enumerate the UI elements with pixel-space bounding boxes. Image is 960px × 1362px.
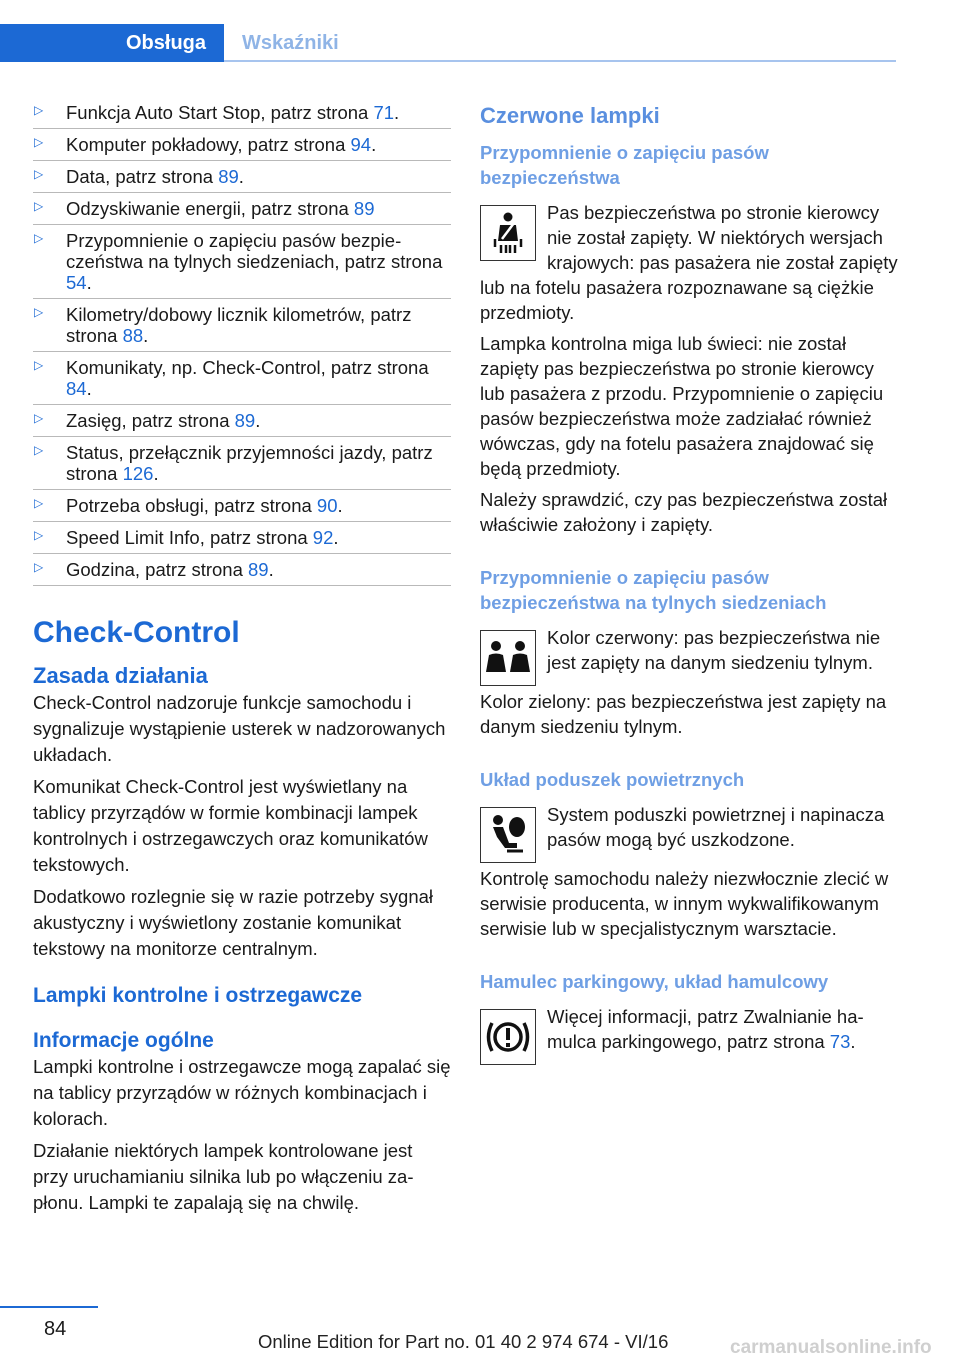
triangle-bullet-icon: ▷ — [34, 358, 44, 372]
heading-lamps: Lampki kontrolne i ostrzegawcze — [33, 984, 363, 1007]
page-link[interactable]: 94 — [350, 134, 372, 155]
paragraph: Działanie niektórych lampek kontrolowane jest przy uruchamianiu silnika lub po włączeniu zapłonu. Lampki te zapalają się na chwilę. — [33, 1140, 414, 1213]
airbag-icon — [480, 807, 536, 863]
heading-seatbelt-reminder: Przypomnienie o zapięciu pasów bezpieczeństwa — [480, 142, 769, 188]
triangle-bullet-icon: ▷ — [34, 496, 44, 510]
page-header — [0, 0, 960, 62]
page-link[interactable]: 73 — [829, 1031, 851, 1052]
rear-seatbelt-block — [480, 625, 898, 683]
reference-list — [33, 102, 451, 586]
heading-airbag: Układ poduszek powietrznych — [480, 769, 745, 790]
paragraph: Lampka kontrolna miga lub świeci: nie został zapięty pas bezpieczeństwa po stronie kierowcy lub pasażera z przodu. Przypomnienie o zapięciu pasów bezpieczeństwa może zadziałać również wówczas, gdy na fotelu pasażera znajdować się będą przedmioty. — [480, 333, 884, 479]
left-column — [33, 102, 451, 1216]
heading-parking-brake: Hamulec parkingowy, układ hamulcowy — [480, 971, 829, 992]
triangle-bullet-icon: ▷ — [34, 167, 44, 181]
seatbelt-icon — [480, 205, 536, 261]
triangle-bullet-icon: ▷ — [34, 103, 44, 117]
paragraph: System poduszki powietrznej i napinacza pasów mogą być uszkodzone. — [547, 804, 885, 850]
page-link[interactable]: 54 — [66, 272, 87, 293]
list-item: ▷ Komputer pokładowy, patrz strona 94. — [33, 129, 451, 161]
page-link[interactable]: 71 — [373, 102, 395, 123]
paragraph: Pas bezpieczeństwa po stronie kierowcy nie został zapięty. W niektórych wersjach krajowych: pas pasażera nie został zapięty lub na fotelu pasażera rozpoznawane są ciężkie przedmioty. — [480, 202, 898, 323]
list-item: ▷ Status, przełącznik przyjemności jazdy, patrz strona 126. — [33, 437, 451, 490]
tab-obsluga[interactable]: Obsługa — [0, 24, 224, 62]
paragraph-brake: Więcej informacji, patrz Zwalnianie hamulca parkingowego, patrz strona 73. — [547, 1006, 864, 1052]
header-divider — [224, 60, 896, 62]
triangle-bullet-icon: ▷ — [34, 528, 44, 542]
page-link[interactable]: 92 — [312, 527, 334, 548]
triangle-bullet-icon: ▷ — [34, 199, 44, 213]
page-link[interactable]: 126 — [122, 463, 154, 484]
tab-wskazniki[interactable]: Wskaźniki — [242, 31, 339, 54]
right-column — [480, 100, 898, 1065]
paragraph: Należy sprawdzić, czy pas bezpieczeństwa został właściwie założony i zapięty. — [480, 489, 888, 535]
list-item: ▷ Komunikaty, np. Check-Control, patrz strona 84. — [33, 352, 451, 405]
page-link[interactable]: 90 — [316, 495, 338, 516]
page-link[interactable]: 88 — [122, 325, 144, 346]
paragraph: Kolor zielony: pas bezpieczeństwa jest zapięty na danym siedzeniu tylnym. — [480, 691, 887, 737]
paragraph: Komunikat Check-Control jest wyświetlany na tablicy przyrządów w formie kombinacji lampek kontrolnych i ostrzegawczych oraz komunikatów tekstowych. — [33, 776, 428, 875]
triangle-bullet-icon: ▷ — [34, 411, 44, 425]
list-item: ▷ Odzyskiwanie energii, patrz strona 89 — [33, 193, 451, 225]
page-link[interactable]: 89 — [234, 410, 256, 431]
list-item: ▷ Godzina, patrz strona 89. — [33, 554, 451, 586]
page-link[interactable]: 89 — [353, 198, 375, 219]
paragraph: Check-Control nadzoruje funkcje samochodu i sygnalizuje wystąpienie usterek w nadzorowanych układach. — [33, 692, 446, 765]
triangle-bullet-icon: ▷ — [34, 231, 44, 245]
paragraph: Dodatkowo rozlegnie się w razie potrzeby sygnał akustyczny i wyświetlony zostanie komunikat tekstowy na monitorze centralnym. — [33, 886, 434, 959]
triangle-bullet-icon: ▷ — [34, 443, 44, 457]
triangle-bullet-icon: ▷ — [34, 135, 44, 149]
page-link[interactable]: 89 — [218, 166, 239, 187]
airbag-block — [480, 802, 898, 860]
triangle-bullet-icon: ▷ — [34, 560, 44, 574]
page-number: 84 — [44, 1318, 67, 1340]
heading-red-lamps: Czerwone lampki — [480, 103, 660, 128]
list-item: ▷ Data, patrz strona 89. — [33, 161, 451, 193]
rear-seats-icon — [480, 630, 536, 686]
list-item: ▷ Przypomnienie o zapięciu pasów bezpieczeństwa na tylnych siedzeniach, patrz strona 54. — [33, 225, 451, 299]
watermark: carmanualsonline.info — [730, 1337, 932, 1358]
paragraph: Kolor czerwony: pas bezpieczeństwa nie jest zapięty na danym siedzeniu tylnym. — [547, 627, 881, 673]
list-item: ▷ Zasięg, patrz strona 89. — [33, 405, 451, 437]
heading-general-info: Informacje ogólne — [33, 1029, 214, 1052]
list-item: ▷ Potrzeba obsługi, patrz strona 90. — [33, 490, 451, 522]
heading-rear-seatbelt: Przypomnienie o zapięciu pasów bezpieczeństwa na tylnych siedzeniach — [480, 567, 827, 613]
heading-principle: Zasada działania — [33, 663, 208, 688]
seatbelt-block — [480, 200, 898, 325]
section-title-check-control: Check-Control — [33, 616, 240, 649]
page-link[interactable]: 84 — [66, 378, 87, 399]
page-number-divider — [0, 1306, 98, 1308]
page-link[interactable]: 89 — [248, 559, 269, 580]
brake-warning-icon — [480, 1009, 536, 1065]
list-item: ▷ Speed Limit Info, patrz strona 92. — [33, 522, 451, 554]
list-item: ▷ Kilometry/dobowy licznik kilometrów, patrz strona 88. — [33, 299, 451, 352]
paragraph: Lampki kontrolne i ostrzegawcze mogą zapalać się na tablicy przyrządów w różnych kombinacjach i kolorach. — [33, 1056, 451, 1129]
triangle-bullet-icon: ▷ — [34, 305, 44, 319]
brake-block — [480, 1004, 898, 1062]
list-item: ▷ Funkcja Auto Start Stop, patrz strona 71. — [33, 102, 451, 129]
paragraph: Kontrolę samochodu należy niezwłocznie zlecić w serwisie producenta, w innym wykwalifikowanym serwisie lub w specjalistycznym warsztacie. — [480, 868, 889, 939]
edition-footer: Online Edition for Part no. 01 40 2 974 674 - VI/16 — [258, 1331, 669, 1352]
